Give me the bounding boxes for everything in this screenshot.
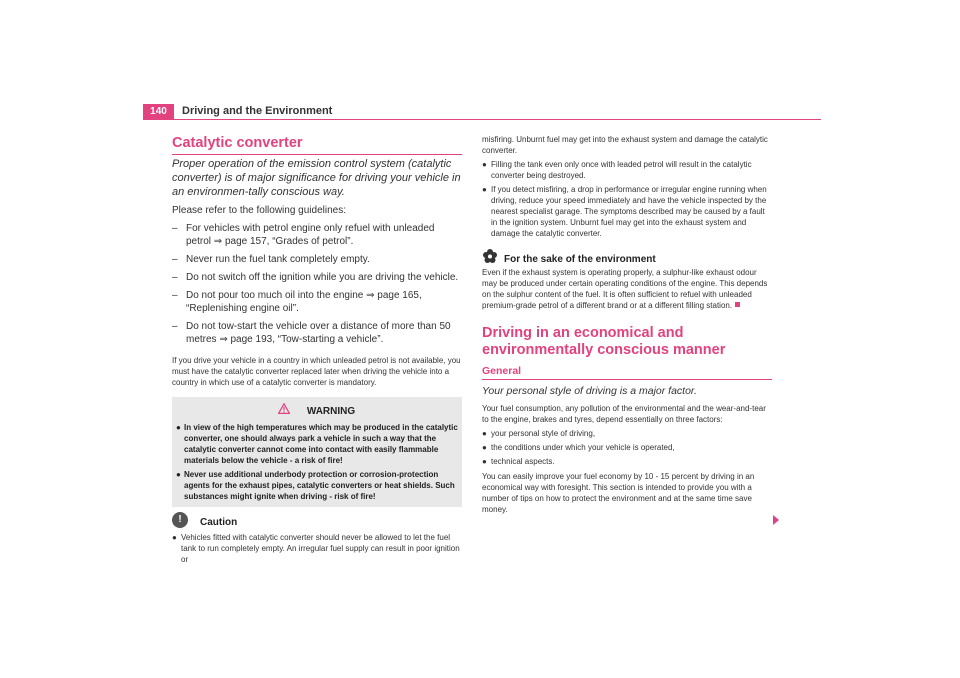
environment-header — [482, 248, 772, 266]
caution-item: ● If you detect misfiring, a drop in performance or irregular engine running when driving, reduce your speed immediately and have the vehicle inspected by the nearest specialist garage. The symptoms described may be caused by a fault in the ignition system. Unburnt fuel may get into the exhaust system and damage the catalytic converter. — [482, 185, 767, 238]
section-intro: Proper operation of the emission control system (catalytic converter) is of major significance for driving your vehicle in an environmen-tally conscious way. — [172, 158, 461, 198]
environment-text: Even if the exhaust system is operating properly, a sulphur-like exhaust odour may be produced under certain operating conditions of the engine. This depends on the sulphur content of the fuel. It is often sufficient to refuel with unleaded premium-grade petrol of a different brand or at a different filling station. — [482, 268, 768, 310]
right-column — [482, 134, 772, 515]
page-header — [143, 104, 821, 120]
factors-paragraph: Your fuel consumption, any pollution of the environmental and the wear-and-tear to the engine, brakes and tyres, depend essentially on three factors: — [482, 404, 766, 424]
guideline-item: – Do not switch off the ignition while you are driving the vehicle. — [172, 272, 459, 283]
section-heading-catalytic-converter: Catalytic converter — [172, 134, 462, 155]
warning-title: WARNING — [306, 406, 356, 417]
warning-triangle-icon — [278, 403, 290, 414]
guideline-item: – For vehicles with petrol engine only refuel with unleaded petrol ⇒ page 157, “Grades of petrol”. — [172, 223, 435, 247]
caution-continued: misfiring. Unburnt fuel may get into the exhaust system and damage the catalytic converter. — [482, 135, 768, 155]
factor-item: ● technical aspects. — [482, 457, 555, 466]
general-intro: Your personal style of driving is a major factor. — [482, 385, 697, 397]
guidelines-lead: Please refer to the following guidelines: — [172, 205, 346, 216]
closing-paragraph: You can easily improve your fuel economy by 10 - 15 percent by driving in an economical way with foresight. This section is intended to provide you with a number of tips on how to protect the environment and at the same time save money. — [482, 472, 755, 514]
warning-item: ● Never use additional underbody protection or corrosion-protection agents for the exhaust pipes, catalytic converters or heat shields. Such substances might ignite when driving - risk of fire! — [176, 470, 455, 501]
caution-item: ● Filling the tank even only once with leaded petrol will result in the catalytic converter being destroyed. — [482, 160, 752, 180]
caution-item: ● Vehicles fitted with catalytic converter should never be allowed to let the fuel tank to run completely empty. An irregular fuel supply can result in poor ignition or — [172, 533, 460, 564]
guideline-item: – Do not pour too much oil into the engine ⇒ page 165, “Replenishing engine oil”. — [172, 290, 422, 314]
factor-item: ● your personal style of driving, — [482, 429, 596, 438]
guideline-item: – Do not tow-start the vehicle over a distance of more than 50 metres ⇒ page 193, “Tow-starting a vehicle”. — [172, 321, 451, 345]
page-number: 140 — [143, 104, 174, 119]
header-divider — [143, 119, 821, 120]
next-page-arrow-icon[interactable] — [773, 515, 779, 525]
left-column — [172, 134, 462, 565]
guideline-item: – Never run the fuel tank completely empty. — [172, 254, 370, 265]
section-end-marker — [735, 302, 740, 307]
environment-title: For the sake of the environment — [504, 254, 656, 265]
subheading-general: General — [482, 364, 772, 380]
unleaded-note: If you drive your vehicle in a country in which unleaded petrol is not available, you must have the catalytic converter replaced later when driving the vehicle into a country in which use of a catalytic converter is mandatory. — [172, 356, 461, 387]
caution-title: Caution — [200, 517, 238, 528]
chapter-title: Driving and the Environment — [182, 105, 333, 117]
warning-box — [172, 397, 462, 507]
caution-header — [172, 512, 462, 531]
factor-item: ● the conditions under which your vehicle is operated, — [482, 443, 675, 452]
warning-item: ● In view of the high temperatures which may be produced in the catalytic converter, one should always park a vehicle in such a way that the catalytic converter cannot come into contact with easily flammable materials below the vehicle - a risk of fire! — [176, 423, 458, 465]
section-heading-economical-driving: Driving in an economical and environmentally conscious manner — [482, 325, 726, 358]
caution-exclamation-icon: ! — [172, 512, 188, 528]
warning-header — [176, 401, 458, 419]
flower-environment-icon — [482, 248, 498, 264]
